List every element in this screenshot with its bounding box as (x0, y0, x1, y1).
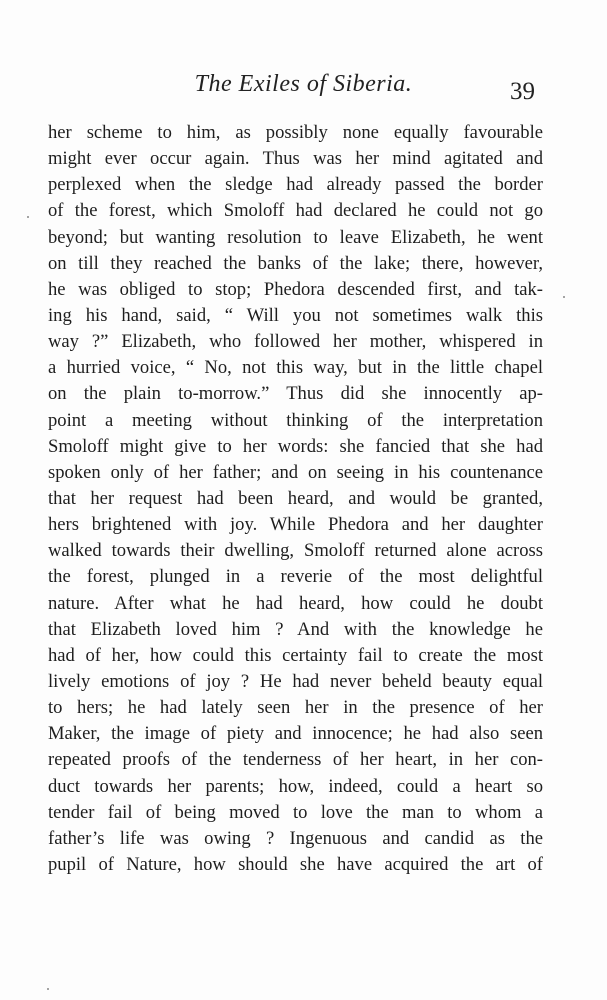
text-line: Smoloff might give to her words: she fancied that she had (48, 435, 543, 457)
text-line: a hurried voice, “ No, not this way, but in the little chapel (48, 357, 543, 379)
text-line: spoken only of her father; and on seeing in his countenance (48, 461, 543, 483)
text-line: pupil of Nature, how should she have acquired the art of (48, 853, 543, 875)
text-line: walked towards their dwelling, Smoloff returned alone across (48, 540, 543, 562)
text-line: nature. After what he had heard, how could he doubt (48, 592, 543, 614)
paper-speck (27, 216, 29, 218)
body-text (48, 120, 543, 878)
text-line: father’s life was owing ? Ingenuous and candid as the (48, 827, 543, 849)
text-line: ing his hand, said, “ Will you not sometimes walk this (48, 304, 543, 326)
paper-speck (563, 296, 565, 298)
text-line: tender fail of being moved to love the man to whom a (48, 801, 543, 823)
page-number: 39 (510, 78, 535, 105)
text-line: the forest, plunged in a reverie of the most delightful (48, 566, 543, 588)
text-line: to hers; he had lately seen her in the presence of her (48, 697, 543, 719)
text-line: on till they reached the banks of the lake; there, however, (48, 252, 543, 274)
text-line: perplexed when the sledge had already passed the border (48, 174, 543, 196)
text-line: hers brightened with joy. While Phedora and her daughter (48, 514, 543, 536)
text-line: Maker, the image of piety and innocence; he had also seen (48, 723, 543, 745)
text-line: repeated proofs of the tenderness of her heart, in her con- (48, 749, 543, 771)
text-line: on the plain to-morrow.” Thus did she innocently ap- (48, 383, 543, 405)
text-line: point a meeting without thinking of the interpretation (48, 409, 543, 431)
text-line: lively emotions of joy ? He had never beheld beauty equal (48, 670, 543, 692)
text-line: that her request had been heard, and would be granted, (48, 487, 543, 509)
text-line: that Elizabeth loved him ? And with the knowledge he (48, 618, 543, 640)
text-line: had of her, how could this certainty fail to create the most (48, 644, 543, 666)
text-line: way ?” Elizabeth, who followed her mother, whispered in (48, 331, 543, 353)
text-line: her scheme to him, as possibly none equally favourable (48, 122, 543, 143)
running-title: The Exiles of Siberia. (194, 71, 413, 97)
text-line: he was obliged to stop; Phedora descended first, and tak- (48, 278, 543, 300)
text-line: might ever occur again. Thus was her mind agitated and (48, 148, 543, 170)
text-line: beyond; but wanting resolution to leave Elizabeth, he went (48, 226, 543, 248)
text-line: of the forest, which Smoloff had declared he could not go (48, 200, 543, 222)
paper-speck (47, 988, 49, 990)
text-line: duct towards her parents; how, indeed, could a heart so (48, 775, 543, 797)
